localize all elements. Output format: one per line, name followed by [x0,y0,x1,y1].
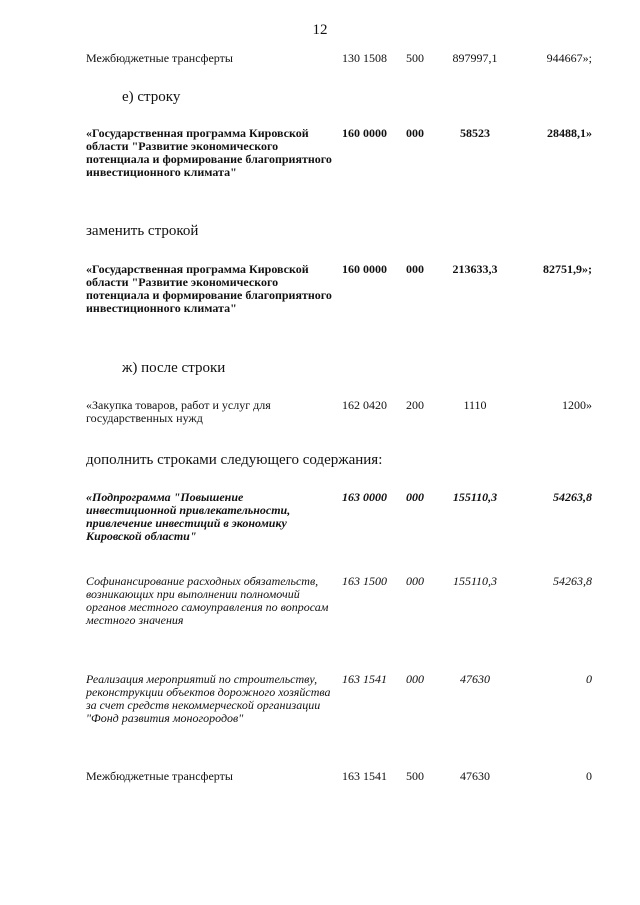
row-type: 500 [406,51,424,65]
instruction-zh: ж) после строки [122,360,226,376]
row-code: 130 1508 [342,51,387,65]
row-code: 160 0000 [342,262,387,276]
row-description: «Подпрограмма "Повышение инвестиционной привлекательности, привлечение инвестиций в экономику Кировской области" [86,490,291,543]
row-code: 162 0420 [342,398,387,412]
row-code: 163 1500 [342,574,387,588]
row-value-1: 47630 [460,672,490,686]
row-value-1: 897997,1 [452,51,498,65]
row-value-1: 58523 [460,126,490,140]
row-value-1: 155110,3 [452,490,498,504]
page-number: 12 [312,22,328,38]
row-value-2: 82751,9»; [543,262,592,276]
row-description: Софинансирование расходных обязательств, возникающих при выполнении полномочий органов местного самоуправления по вопросам местного значения [86,574,329,627]
row-value-2: 944667»; [546,51,592,65]
row-value-1: 1110 [463,398,487,412]
row-code: 163 1541 [342,769,387,783]
row-type: 200 [406,398,424,412]
instruction-add: дополнить строками следующего содержания: [86,452,383,468]
row-description: «Государственная программа Кировской области "Развитие экономического потенциала и формирование благоприятного инвестиционного климата" [86,262,332,315]
row-value-1: 213633,3 [452,262,498,276]
row-value-1: 47630 [460,769,490,783]
row-type: 500 [406,769,424,783]
row-description: «Государственная программа Кировской области "Развитие экономического потенциала и формирование благоприятного инвестиционного климата" [86,126,332,179]
row-value-2: 1200» [562,398,592,412]
row-code: 163 0000 [342,490,387,504]
row-description: Реализация мероприятий по строительству, реконструкции объектов дорожного хозяйства за счет средств некоммерческой организации "Фонд развития моногородов" [86,672,331,725]
row-value-2: 0 [586,672,592,686]
row-value-2: 54263,8 [553,490,592,504]
row-value-2: 28488,1» [547,126,592,140]
row-description: Межбюджетные трансферты [86,51,233,65]
row-description: «Закупка товаров, работ и услуг для государственных нужд [86,398,271,425]
instruction-e: е) строку [122,89,181,105]
row-code: 160 0000 [342,126,387,140]
row-value-1: 155110,3 [452,574,498,588]
row-value-2: 54263,8 [553,574,592,588]
instruction-replace: заменить строкой [86,223,199,239]
row-value-2: 0 [586,769,592,783]
row-type: 000 [406,672,424,686]
row-type: 000 [406,490,424,504]
row-type: 000 [406,262,424,276]
row-code: 163 1541 [342,672,387,686]
row-type: 000 [406,574,424,588]
row-type: 000 [406,126,424,140]
row-description: Межбюджетные трансферты [86,769,233,783]
